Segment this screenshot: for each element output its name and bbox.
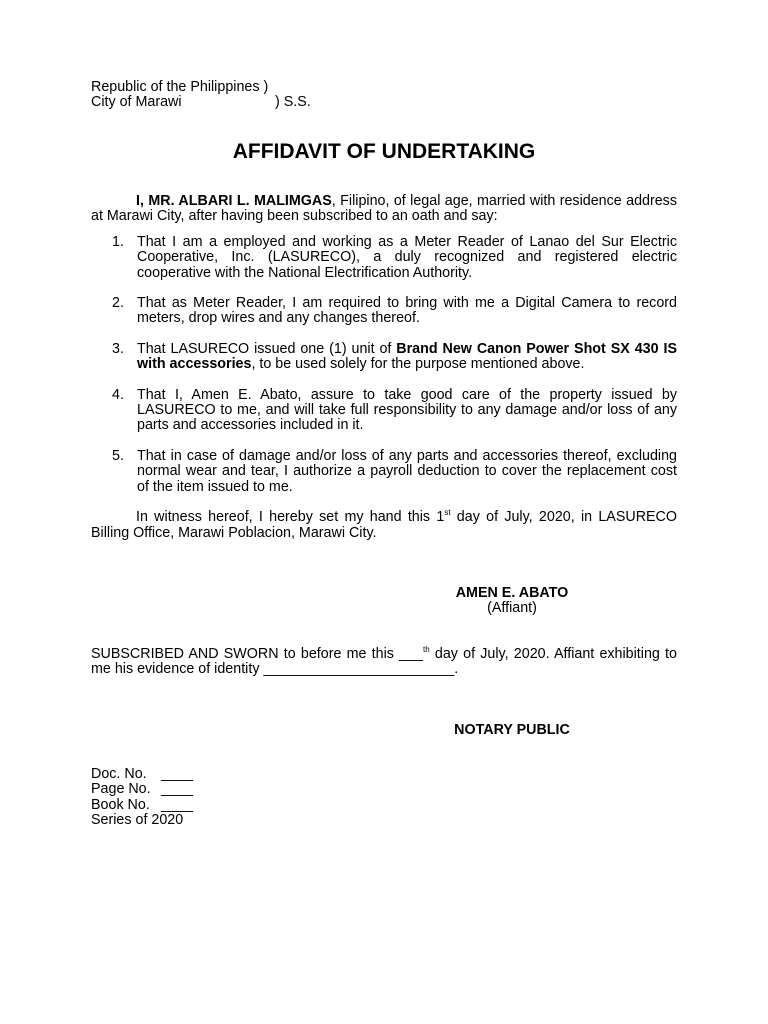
- item-text-after: , to be used solely for the purpose mentioned above.: [251, 356, 585, 373]
- notarial-register-block: [91, 767, 193, 829]
- book-no-blank: ____: [161, 796, 193, 813]
- affiant-name: AMEN E. ABATO: [455, 585, 569, 601]
- affiant-intro-name: I, MR. ALBARI L. MALIMGAS: [136, 193, 332, 209]
- affiant-signature-block: [400, 586, 624, 617]
- item-text-before: That LASURECO issued one (1) unit of: [137, 340, 397, 357]
- jurat-paragraph: [91, 647, 677, 678]
- item-text: That I, Amen E. Abato, assure to take good care of the property issued by LASURECO to me, and will take full responsibility to any damage and/or loss of any parts and accessories included in it.: [137, 386, 677, 434]
- venue-line-republic: [91, 80, 311, 95]
- item-number: 2.: [112, 295, 124, 312]
- intro-paragraph: [91, 194, 677, 225]
- venue-republic: Republic of the Philippines ): [91, 79, 269, 95]
- item-text: That as Meter Reader, I am required to bring with me a Digital Camera to record meters, drop wires and any changes thereof.: [137, 295, 677, 327]
- page-no-row: [91, 782, 193, 797]
- item-number: 4.: [112, 386, 124, 403]
- book-no-row: [91, 798, 193, 813]
- item-number: 1.: [112, 233, 124, 250]
- item-number: 5.: [112, 447, 124, 464]
- document-title: AFFIDAVIT OF UNDERTAKING: [232, 140, 536, 163]
- series-row: [91, 813, 193, 828]
- witness-text-before: In witness hereof, I hereby set my hand this 1: [136, 509, 445, 526]
- list-item: [91, 342, 677, 373]
- doc-no-blank: ____: [161, 766, 193, 782]
- witness-ordinal: st: [444, 508, 451, 518]
- witness-paragraph: [91, 510, 677, 541]
- venue-block: [91, 80, 311, 111]
- venue-line-city: [91, 95, 311, 110]
- intro-text: , Filipino, of legal age, married with residence address at Marawi City, after having been subscribed to an oath and say:: [91, 193, 677, 225]
- affiant-role: (Affiant): [487, 600, 537, 617]
- item-number: 3.: [112, 340, 124, 357]
- venue-city: City of Marawi: [91, 94, 182, 111]
- book-no-label: Book No.: [91, 796, 150, 813]
- list-item: [91, 449, 677, 495]
- item-text: That in case of damage and/or loss of any parts and accessories thereof, excluding normal wear and tear, I authorize a payroll deduction to cover the replacement cost of the item issued to me.: [137, 447, 677, 495]
- item-text: That I am a employed and working as a Meter Reader of Lanao del Sur Electric Cooperative, Inc. (LASURECO), a duly recognized and registered electric cooperative with the National Electrification Authority.: [137, 233, 677, 281]
- jurat-ordinal: th: [423, 645, 430, 654]
- list-item: [91, 296, 677, 327]
- witness-text-after: day of July, 2020, in LASURECO Billing Office, Marawi Poblacion, Marawi City.: [91, 509, 677, 541]
- doc-no-row: [91, 767, 193, 782]
- jurat-text-before: SUBSCRIBED AND SWORN to before me this ___: [91, 646, 423, 662]
- page-no-blank: ____: [161, 781, 193, 798]
- affidavit-body: [91, 194, 677, 541]
- series-label: Series of 2020: [91, 812, 184, 829]
- item-product-name: Brand New Canon Power Shot SX 430 IS with accessories: [137, 340, 677, 373]
- venue-ss: ) S.S.: [275, 94, 311, 111]
- jurat-text-after: day of July, 2020. Affiant exhibiting to me his evidence of identity ________________________.: [91, 646, 677, 678]
- undertaking-list: [91, 235, 677, 495]
- list-item: [91, 388, 677, 434]
- page-no-label: Page No.: [91, 781, 151, 798]
- list-item: [91, 235, 677, 281]
- notary-public-label: NOTARY PUBLIC: [454, 722, 570, 738]
- item-text: [137, 342, 677, 373]
- doc-no-label: Doc. No.: [91, 766, 147, 782]
